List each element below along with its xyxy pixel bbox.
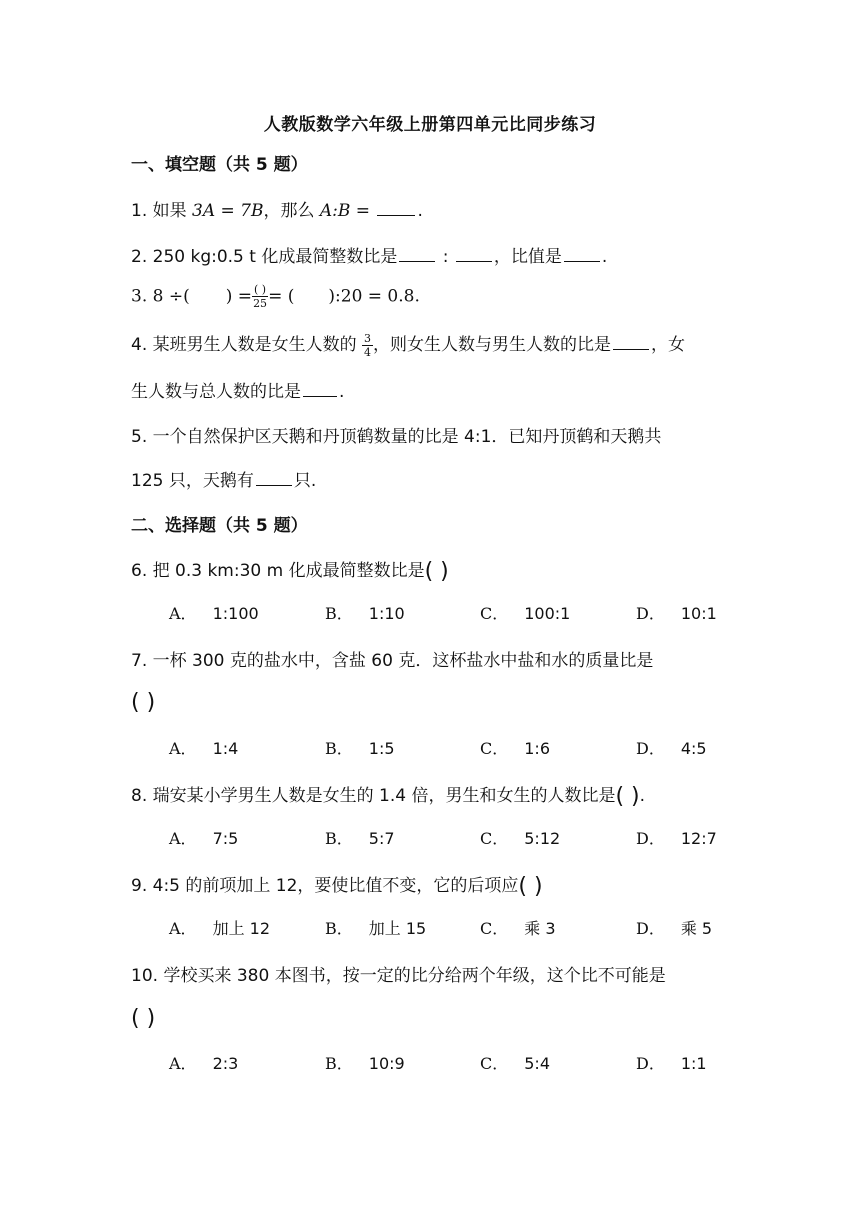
q6-text: 6. 把 0.3 km:30 m 化成最简整数比是 xyxy=(131,561,425,581)
q4-mid: ，则女生人数与男生人数的比是 xyxy=(373,335,612,355)
q3-fraction xyxy=(252,284,268,309)
q3-eq-1: ) = xyxy=(225,286,253,307)
q4-line-2-prefix: 生人数与总人数的比是 xyxy=(131,382,301,402)
q6-answer-paren[interactable]: ( ) xyxy=(424,559,449,584)
answer-blank[interactable] xyxy=(456,260,492,262)
q6-option-a[interactable]: A． 1:100 xyxy=(169,604,259,623)
q9-option-a[interactable]: A． 加上 12 xyxy=(169,919,271,938)
q9-text: 9. 4:5 的前项加上 12，要使比值不变，它的后项应 xyxy=(131,876,519,896)
q5-line-2-prefix: 125 只，天鹅有 xyxy=(131,471,254,491)
q10-answer-paren[interactable]: ( ) xyxy=(131,1006,156,1031)
q1-end: . xyxy=(417,201,423,221)
q6-option-b[interactable]: B． 1:10 xyxy=(325,604,405,623)
q9-answer-paren[interactable]: ( ) xyxy=(518,874,543,899)
q7-option-c[interactable]: C． 1:6 xyxy=(480,739,550,758)
question-3 xyxy=(131,284,420,309)
q8-end: . xyxy=(639,786,646,806)
answer-blank[interactable] xyxy=(377,214,415,216)
q10-option-b[interactable]: B． 10:9 xyxy=(325,1054,405,1073)
answer-blank[interactable] xyxy=(564,260,600,262)
q3-prefix: 3. 8 ÷( xyxy=(131,286,190,307)
q4-line-1-end: ，女 xyxy=(651,335,686,355)
q4-prefix: 4. 某班男生人数是女生人数的 xyxy=(131,335,363,355)
q3-tail: ):20 = 0.8. xyxy=(328,286,420,307)
answer-blank[interactable] xyxy=(399,260,435,262)
q8-options xyxy=(0,826,860,850)
question-2 xyxy=(131,242,607,267)
q8-option-a[interactable]: A． 7:5 xyxy=(169,829,239,848)
q2-text-2: ，比值是 xyxy=(493,247,562,267)
q10-option-a[interactable]: A． 2:3 xyxy=(169,1054,239,1073)
answer-blank[interactable] xyxy=(303,395,337,397)
question-8 xyxy=(131,781,645,809)
q3-eq-2: = ( xyxy=(268,286,295,307)
section-fill-heading: 一、填空题（共 5 题） xyxy=(131,155,308,175)
q2-expression: 250 kg:0.5 t xyxy=(152,247,256,267)
q2-end: . xyxy=(601,247,608,267)
q9-option-d[interactable]: D． 乘 5 xyxy=(636,919,713,938)
q7-option-d[interactable]: D． 4:5 xyxy=(636,739,707,758)
question-5-line-2 xyxy=(131,466,316,491)
q6-options xyxy=(0,601,860,625)
question-7-line-1: 7. 一杯 300 克的盐水中，含盐 60 克．这杯盐水中盐和水的质量比是 xyxy=(131,651,654,671)
q2-prefix: 2. xyxy=(131,247,153,267)
q8-option-d[interactable]: D． 12:7 xyxy=(636,829,717,848)
question-5-line-1: 5. 一个自然保护区天鹅和丹顶鹤数量的比是 4:1．已知丹顶鹤和天鹅共 xyxy=(131,427,662,447)
q7-option-a[interactable]: A． 1:4 xyxy=(169,739,239,758)
question-10-line-2 xyxy=(131,1006,155,1031)
page-title: 人教版数学六年级上册第四单元比同步练习 xyxy=(263,115,597,135)
question-1 xyxy=(131,196,423,221)
q1-mid: ，那么 xyxy=(263,201,320,221)
question-4-line-1 xyxy=(131,330,685,358)
q9-options xyxy=(0,916,860,940)
question-7-line-2 xyxy=(131,690,155,715)
q3-fraction-numerator[interactable]: ( ) xyxy=(254,283,267,296)
answer-blank[interactable] xyxy=(613,348,649,350)
q8-option-b[interactable]: B． 5:7 xyxy=(325,829,395,848)
q8-text: 8. 瑞安某小学男生人数是女生的 1.4 倍，男生和女生的人数比是 xyxy=(131,786,616,806)
q10-option-d[interactable]: D． 1:1 xyxy=(636,1054,707,1073)
question-9 xyxy=(131,871,543,899)
q3-fraction-denominator: 25 xyxy=(253,297,268,310)
q2-colon: : xyxy=(437,247,454,267)
q4-line-2-end: . xyxy=(339,382,345,402)
q7-option-b[interactable]: B． 1:5 xyxy=(325,739,395,758)
answer-blank[interactable] xyxy=(256,484,292,486)
q2-text-1: 化成最简整数比是 xyxy=(255,247,398,267)
q8-option-c[interactable]: C． 5:12 xyxy=(480,829,561,848)
q1-ratio: A:B = xyxy=(319,201,376,221)
q5-line-2-end: 只. xyxy=(293,471,317,491)
q9-option-c[interactable]: C． 乘 3 xyxy=(480,919,556,938)
q8-answer-paren[interactable]: ( ) xyxy=(615,784,640,809)
q6-option-c[interactable]: C． 100:1 xyxy=(480,604,571,623)
q10-options xyxy=(0,1051,860,1075)
q7-answer-paren[interactable]: ( ) xyxy=(131,690,156,715)
q7-options xyxy=(0,736,860,760)
q4-fraction-denominator: 4 xyxy=(364,345,372,359)
question-6 xyxy=(131,556,449,584)
q6-option-d[interactable]: D． 10:1 xyxy=(636,604,717,623)
q1-equation: 3A = 7B xyxy=(192,201,264,221)
q4-fraction-numerator: 3 xyxy=(364,331,372,345)
q9-option-b[interactable]: B． 加上 15 xyxy=(325,919,427,938)
q10-option-c[interactable]: C． 5:4 xyxy=(480,1054,550,1073)
q1-prefix: 1. 如果 xyxy=(131,201,193,221)
q4-fraction xyxy=(362,333,373,358)
question-4-line-2 xyxy=(131,377,344,402)
question-10-line-1: 10. 学校买来 380 本图书，按一定的比分给两个年级，这个比不可能是 xyxy=(131,966,666,986)
section-choice-heading: 二、选择题（共 5 题） xyxy=(131,516,308,536)
